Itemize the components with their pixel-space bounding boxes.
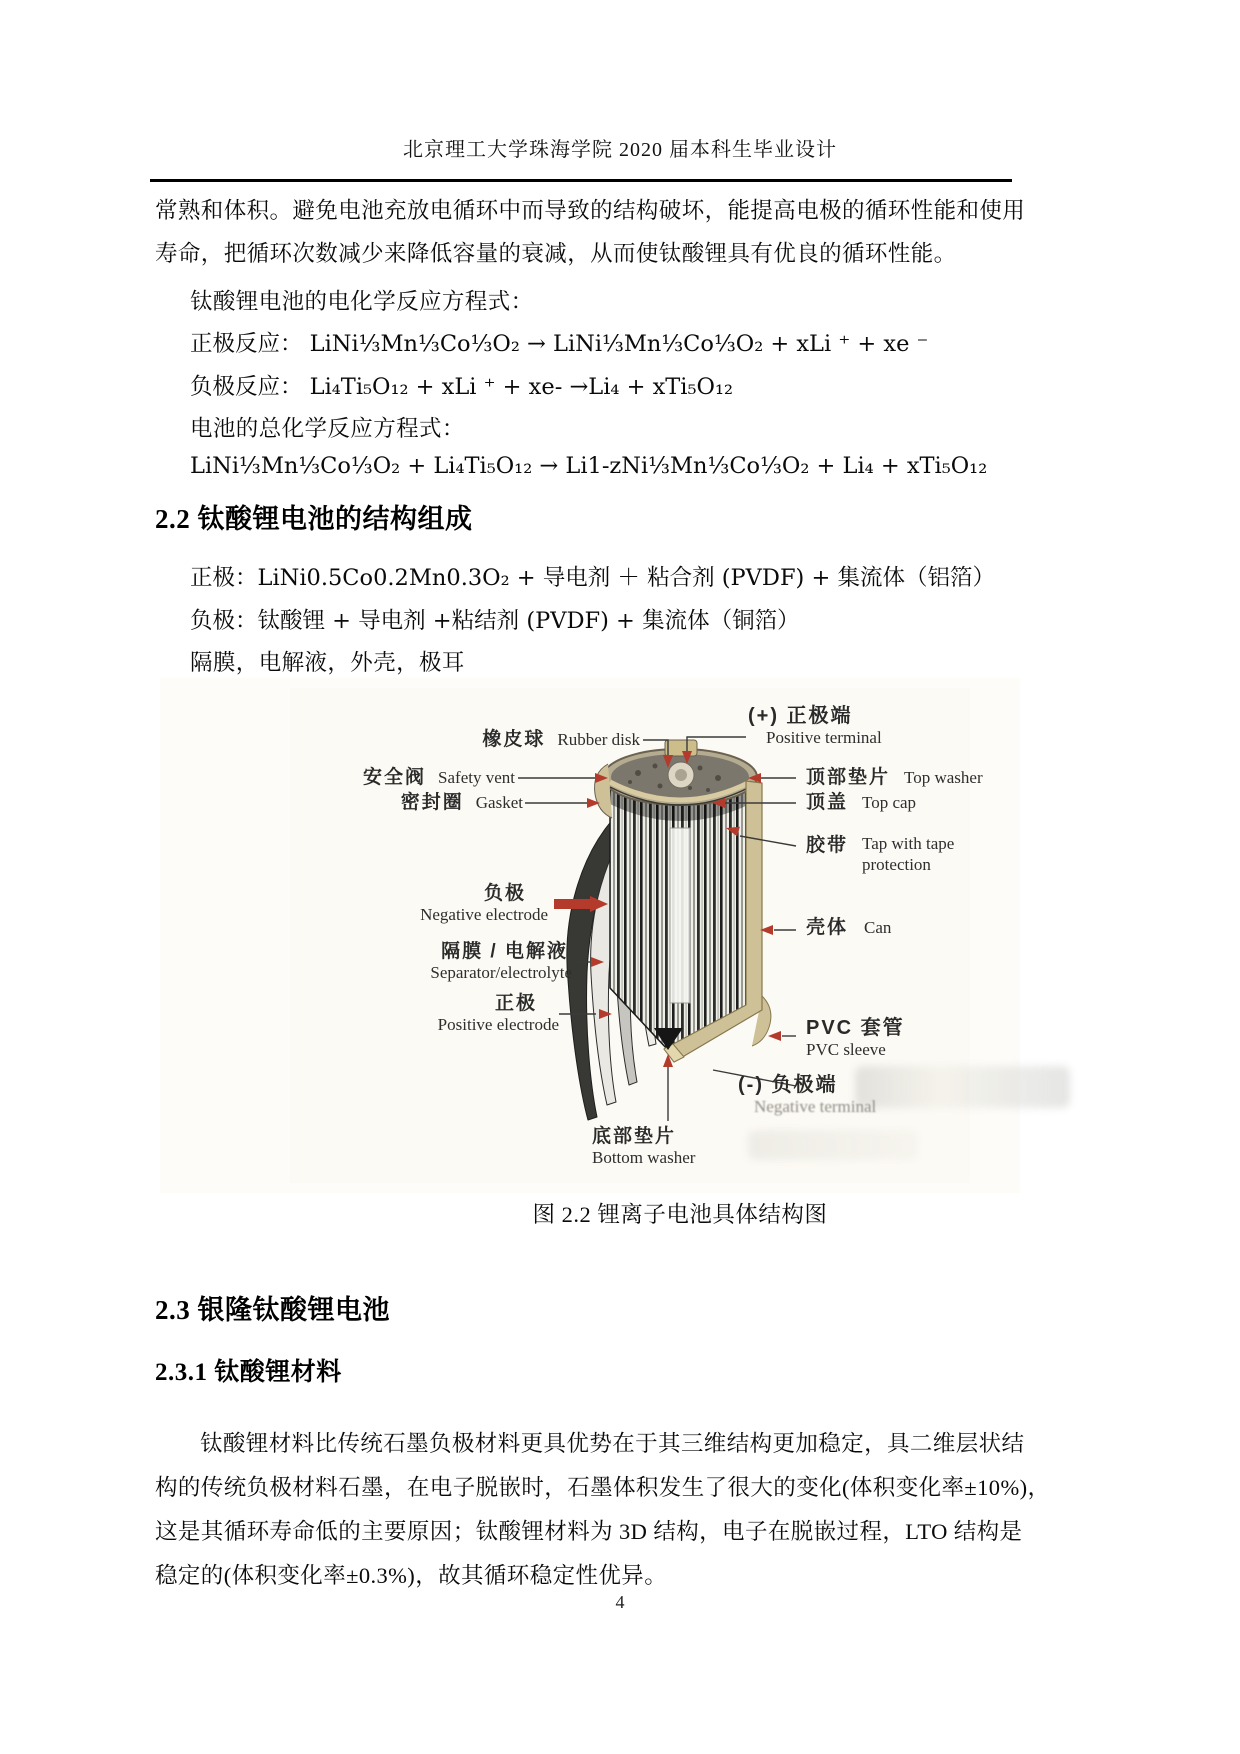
body-line: 钛酸锂材料比传统石墨负极材料更具优势在于其三维结构更加稳定，具二维层状结 — [200, 1431, 1025, 1456]
label-gasket — [401, 791, 523, 814]
label-negative-terminal-en: Negative terminal — [754, 1097, 877, 1117]
label-tape-en: Tap with tape protection — [862, 834, 955, 874]
label-positive-electrode-zh: 正极 — [494, 993, 537, 1014]
equation-anode: 负极反应： Li₄Ti₅O₁₂ + xLi ⁺ + xe- →Li₄ + xTi₅O₁₂ — [190, 374, 734, 400]
label-rubber-disk — [482, 728, 640, 751]
intro-line-1: 常熟和体积。避免电池充放电循环中而导致的结构破坏，能提高电极的循环性能和使用 — [155, 198, 1026, 223]
label-separator — [430, 940, 572, 984]
label-separator-en: Separator/electrolyte — [430, 963, 572, 983]
label-bottom-washer-en: Bottom washer — [592, 1148, 696, 1168]
header-title: 北京理工大学珠海学院 2020 届本科生毕业设计 — [403, 139, 837, 161]
equation-total-intro: 电池的总化学反应方程式： — [190, 416, 465, 441]
body-line: 这是其循环寿命低的主要原因；钛酸锂材料为 3D 结构，电子在脱嵌过程，LTO 结构是 — [155, 1519, 1023, 1544]
header-rule — [150, 179, 1012, 182]
label-bottom-washer-zh: 底部垫片 — [592, 1126, 677, 1147]
section-2-2-heading: 2.2 钛酸锂电池的结构组成 — [155, 504, 473, 534]
equation-intro: 钛酸锂电池的电化学反应方程式： — [190, 289, 534, 314]
label-top-cap — [806, 791, 916, 814]
label-negative-terminal — [738, 1073, 876, 1118]
label-negative-electrode-en: Negative electrode — [420, 905, 548, 925]
label-top-cap-en: Top cap — [862, 793, 917, 812]
body-line: 稳定的(体积变化率±0.3%)，故其循环稳定性优异。 — [155, 1563, 668, 1588]
label-can-en: Can — [864, 918, 892, 937]
label-tape — [806, 834, 1021, 875]
label-gasket-zh: 密封圈 — [400, 792, 464, 813]
equation-cathode: 正极反应： LiNi⅓Mn⅓Co⅓O₂ → LiNi⅓Mn⅓Co⅓O₂ + xLi ⁺ + xe ⁻ — [190, 331, 929, 357]
battery-structure-figure — [160, 678, 1020, 1193]
label-negative-terminal-zh: (-) 负极端 — [738, 1074, 838, 1096]
label-top-washer — [806, 766, 983, 789]
label-safety-vent-en: Safety vent — [438, 768, 515, 787]
label-separator-zh: 隔膜 / 电解液 — [441, 941, 568, 962]
label-positive-electrode-en: Positive electrode — [437, 1015, 559, 1035]
label-can-zh: 壳体 — [806, 917, 849, 938]
figure-caption: 图 2.2 锂离子电池具体结构图 — [532, 1202, 828, 1227]
watermark-smudge — [855, 1066, 1070, 1108]
label-negative-electrode — [420, 882, 548, 926]
label-top-cap-zh: 顶盖 — [806, 792, 849, 813]
label-top-washer-en: Top washer — [904, 768, 983, 787]
label-rubber-disk-en: Rubber disk — [557, 730, 640, 749]
label-gasket-en: Gasket — [475, 793, 523, 812]
watermark-smudge — [748, 1130, 918, 1160]
page-number: 4 — [615, 1592, 625, 1612]
label-positive-electrode — [438, 992, 559, 1036]
label-pvc-sleeve-en: PVC sleeve — [806, 1040, 886, 1060]
label-negative-electrode-zh: 负极 — [483, 883, 526, 904]
label-pvc-sleeve — [806, 1016, 905, 1061]
section-2-3-heading: 2.3 银隆钛酸锂电池 — [155, 1295, 390, 1325]
label-rubber-disk-zh: 橡皮球 — [482, 729, 546, 750]
section-2-2-anode-line: 负极：钛酸锂 + 导电剂 +粘结剂 (PVDF) + 集流体（铜箔） — [190, 608, 800, 634]
label-positive-terminal-en: Positive terminal — [766, 728, 882, 748]
label-positive-terminal-zh: (+) 正极端 — [748, 705, 853, 727]
label-top-washer-zh: 顶部垫片 — [806, 767, 891, 788]
label-bottom-washer — [592, 1125, 695, 1169]
label-pvc-sleeve-zh: PVC 套管 — [806, 1017, 905, 1039]
label-tape-zh: 胶带 — [806, 835, 849, 856]
battery-center-pin — [670, 828, 690, 1003]
intro-line-2: 寿命，把循环次数减少来降低容量的衰减，从而使钛酸锂具有优良的循环性能。 — [155, 241, 957, 266]
section-2-2-cathode-line: 正极：LiNi0.5Co0.2Mn0.3O₂ + 导电剂 ＋ 粘合剂 (PVDF) + 集流体（铝箔） — [190, 565, 995, 591]
label-safety-vent-zh: 安全阀 — [363, 767, 427, 788]
section-2-3-1-heading: 2.3.1 钛酸锂材料 — [155, 1359, 342, 1386]
label-can — [806, 916, 891, 939]
section-2-2-others-line: 隔膜，电解液，外壳，极耳 — [190, 650, 465, 675]
label-positive-terminal — [748, 704, 882, 749]
equation-total: LiNi⅓Mn⅓Co⅓O₂ + Li₄Ti₅O₁₂ → Li1-zNi⅓Mn⅓Co⅓O₂ + Li₄ + xTi₅O₁₂ — [190, 453, 988, 479]
body-line: 构的传统负极材料石墨，在电子脱嵌时，石墨体积发生了很大的变化(体积变化率±10%)， — [155, 1475, 1051, 1500]
label-safety-vent — [363, 766, 515, 789]
